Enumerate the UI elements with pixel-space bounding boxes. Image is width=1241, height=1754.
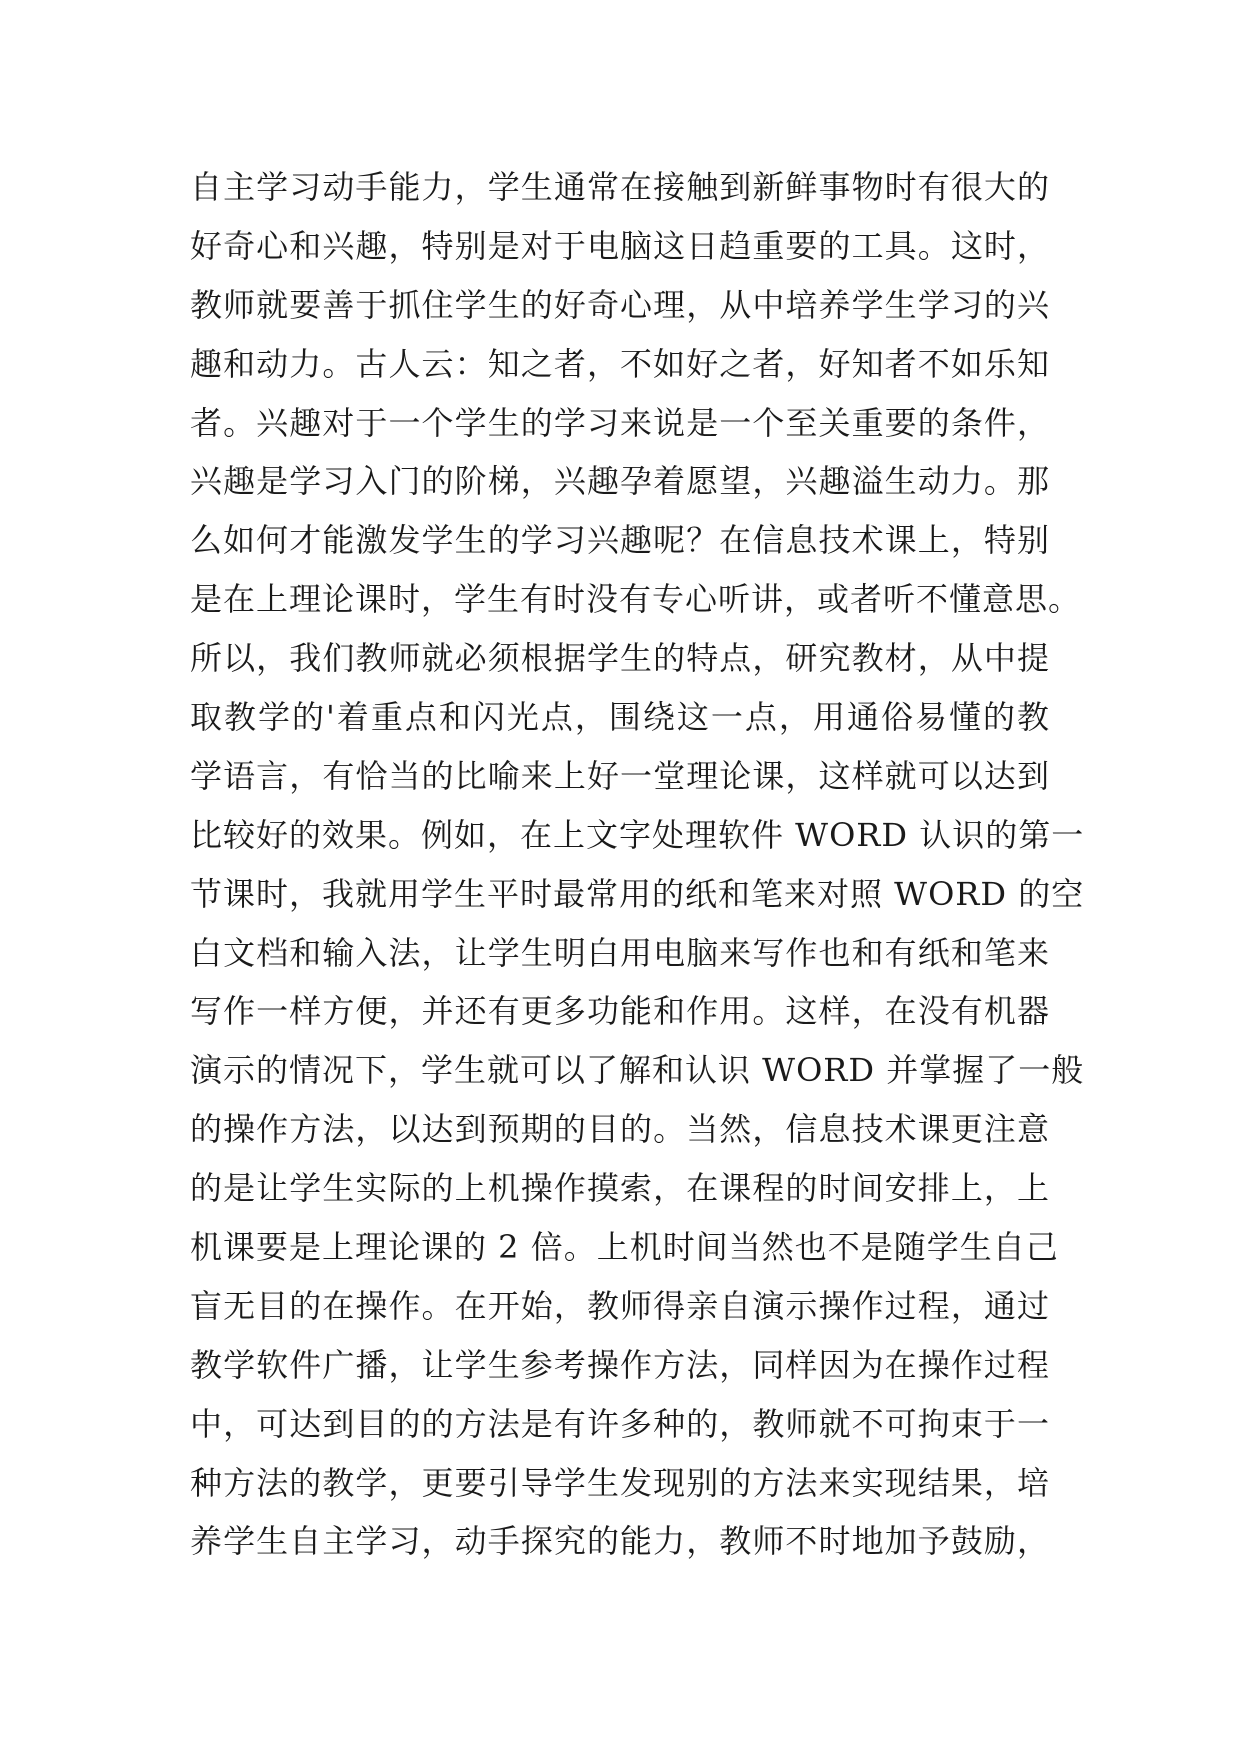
text-line: 白文档和输入法，让学生明白用电脑来写作也和有纸和笔来	[190, 933, 1050, 972]
text-line: 兴趣是学习入门的阶梯，兴趣孕着愿望，兴趣溢生动力。那	[190, 462, 1050, 501]
text-line: 中，可达到目的的方法是有许多种的，教师就不可拘束于一	[190, 1404, 1050, 1443]
text-line: 者。兴趣对于一个学生的学习来说是一个至关重要的条件，	[190, 403, 1050, 442]
text-line: 种方法的教学，更要引导学生发现别的方法来实现结果，培	[190, 1463, 1050, 1502]
text-line: 趣和动力。古人云：知之者，不如好之者，好知者不如乐知	[190, 344, 1050, 383]
text-line: 的是让学生实际的上机操作摸索，在课程的时间安排上，上	[190, 1169, 1050, 1208]
text-line: 教师就要善于抓住学生的好奇心理，从中培养学生学习的兴	[190, 285, 1050, 324]
text-line: 比较好的效果。例如，在上文字处理软件 WORD 认识的第一	[190, 815, 1085, 854]
text-line: 好奇心和兴趣，特别是对于电脑这日趋重要的工具。这时，	[190, 226, 1050, 265]
text-line: 是在上理论课时，学生有时没有专心听讲，或者听不懂意思。	[190, 580, 1082, 619]
text-line: 学语言，有恰当的比喻来上好一堂理论课，这样就可以达到	[190, 756, 1050, 795]
text-line: 取教学的'着重点和闪光点，围绕这一点，用通俗易懂的教	[190, 698, 1050, 737]
text-line: 自主学习动手能力，学生通常在接触到新鲜事物时有很大的	[190, 168, 1050, 206]
text-line: 节课时，我就用学生平时最常用的纸和笔来对照 WORD 的空	[190, 874, 1085, 913]
text-line: 教学软件广播，让学生参考操作方法，同样因为在操作过程	[190, 1345, 1050, 1384]
text-line: 盲无目的在操作。在开始，教师得亲自演示操作过程，通过	[190, 1286, 1050, 1325]
text-line: 机课要是上理论课的 2 倍。上机时间当然也不是随学生自己	[190, 1228, 1059, 1267]
text-line: 的操作方法，以达到预期的目的。当然，信息技术课更注意	[190, 1110, 1050, 1149]
body-text	[190, 158, 1085, 1571]
text-line: 所以，我们教师就必须根据学生的特点，研究教材，从中提	[190, 639, 1050, 678]
text-line: 养学生自主学习，动手探究的能力，教师不时地加予鼓励，	[190, 1522, 1050, 1561]
text-line: 写作一样方便，并还有更多功能和作用。这样，在没有机器	[190, 992, 1050, 1031]
text-line: 么如何才能激发学生的学习兴趣呢？在信息技术课上，特别	[190, 521, 1050, 560]
text-line: 演示的情况下，学生就可以了解和认识 WORD 并掌握了一般	[190, 1051, 1085, 1090]
